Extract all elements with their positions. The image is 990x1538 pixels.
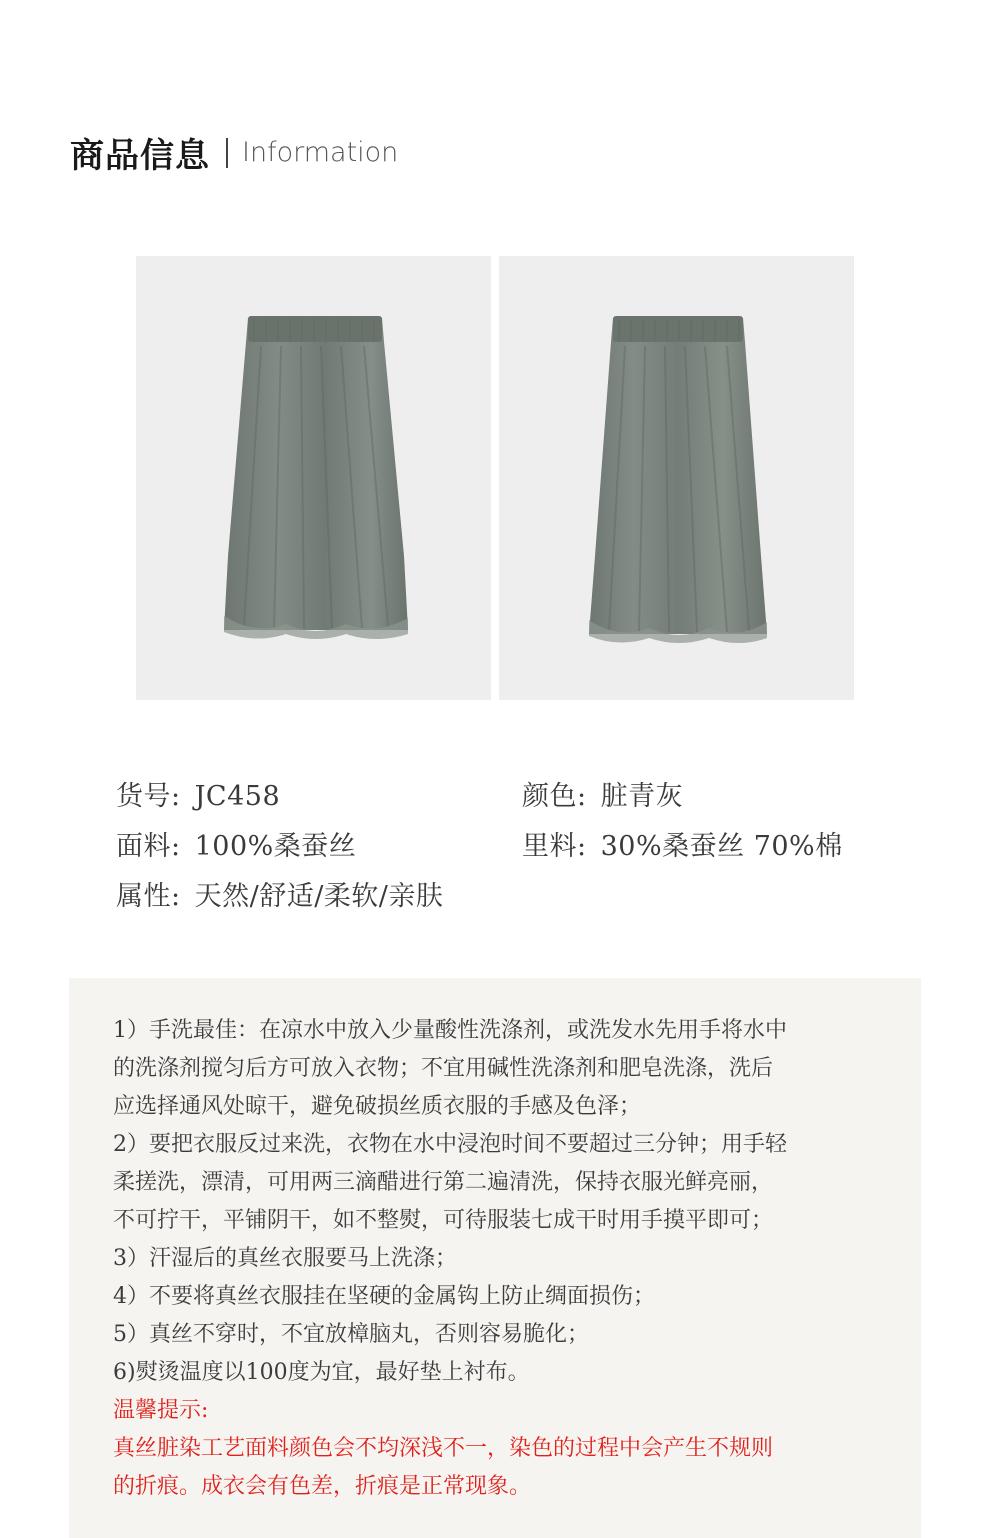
care-line: 的洗涤剂搅匀后方可放入衣物；不宜用碱性洗涤剂和肥皂洗涤，洗后 — [113, 1056, 774, 1081]
care-line: 不可拧干，平铺阴干，如不整熨，可待服装七成干时用手摸平即可； — [113, 1208, 774, 1233]
spec-lining — [522, 824, 843, 863]
care-line: 1）手洗最佳：在凉水中放入少量酸性洗涤剂，或洗发水先用手将水中 — [113, 1018, 787, 1043]
care-line: 6)熨烫温度以100度为宜，最好垫上衬布。 — [113, 1360, 530, 1385]
skirt-back-icon — [499, 256, 854, 700]
tip-line: 真丝脏染工艺面料颜色会不均深浅不一，染色的过程中会产生不规则 — [113, 1436, 774, 1461]
spec-value: JC458 — [194, 781, 281, 812]
section-header — [70, 128, 398, 177]
spec-attributes — [116, 874, 443, 913]
care-line: 应选择通风处晾干，避免破损丝质衣服的手感及色泽； — [113, 1094, 642, 1119]
tip-line: 的折痕。成衣会有色差，折痕是正常现象。 — [113, 1474, 532, 1499]
spec-value: 30%桑蚕丝 70%棉 — [600, 831, 843, 862]
care-line: 2）要把衣服反过来洗，衣物在水中浸泡时间不要超过三分钟；用手轻 — [113, 1132, 787, 1157]
spec-color — [522, 774, 683, 813]
spec-fabric — [116, 824, 356, 863]
section-title-en: Information — [242, 137, 399, 168]
care-line: 3）汗湿后的真丝衣服要马上洗涤； — [113, 1246, 457, 1271]
care-text-block — [113, 1012, 903, 1506]
care-line: 柔搓洗，漂清，可用两三滴醋进行第二遍清洗，保持衣服光鲜亮丽， — [113, 1170, 774, 1195]
spec-item-no — [116, 774, 280, 813]
product-photo-back — [499, 256, 854, 700]
spec-label: 面料: — [116, 831, 181, 862]
spec-value: 天然/舒适/柔软/亲肤 — [194, 881, 444, 912]
care-line: 5）真丝不穿时，不宜放樟脑丸，否则容易脆化； — [113, 1322, 589, 1347]
spec-label: 里料: — [522, 831, 587, 862]
product-photo-front — [136, 256, 491, 700]
spec-value: 100%桑蚕丝 — [194, 831, 357, 862]
skirt-front-icon — [136, 256, 491, 700]
tip-title: 温馨提示: — [113, 1398, 209, 1423]
title-divider — [226, 138, 228, 168]
section-title-cn: 商品信息 — [70, 136, 210, 176]
care-line: 4）不要将真丝衣服挂在坚硬的金属钩上防止绸面损伤； — [113, 1284, 655, 1309]
care-instructions-panel — [69, 978, 921, 1538]
spec-label: 属性: — [116, 881, 181, 912]
spec-label: 颜色: — [522, 781, 587, 812]
spec-value: 脏青灰 — [600, 781, 684, 812]
spec-label: 货号: — [116, 781, 181, 812]
